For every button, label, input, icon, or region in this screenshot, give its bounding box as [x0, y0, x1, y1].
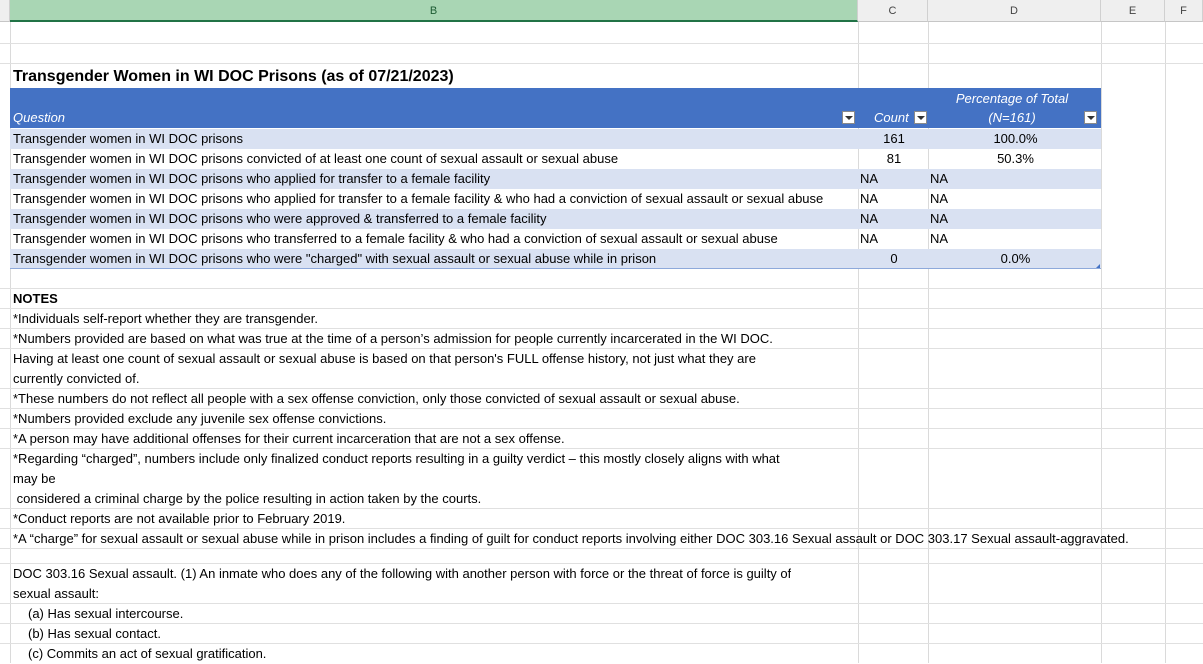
column-letter: B — [429, 5, 438, 17]
column-header-b[interactable] — [10, 0, 858, 22]
note-line[interactable]: *A person may have additional offenses for their current incarceration that are not a sex offense. — [13, 431, 565, 446]
header-percentage-n: (N=161) — [988, 110, 1036, 125]
column-header-f[interactable] — [1165, 0, 1203, 22]
table-bottom-border — [10, 268, 1101, 269]
doc-item[interactable]: (a) Has sexual intercourse. — [28, 606, 184, 621]
row-count[interactable]: 81 — [886, 151, 902, 166]
header-percentage: Percentage of Total — [955, 91, 1069, 106]
column-header-d[interactable] — [928, 0, 1101, 22]
note-line[interactable]: *A “charge” for sexual assault or sexual abuse while in prison includes a finding of guilt for conduct reports involving either DOC 303.16 Sexual assault or DOC 303.17 Sexual assault-aggravated. — [13, 531, 1129, 546]
row-question[interactable]: Transgender women in WI DOC prisons who were approved & transferred to a female facility — [13, 211, 547, 226]
column-header-c[interactable] — [858, 0, 928, 22]
note-line[interactable]: *Individuals self-report whether they are transgender. — [13, 311, 318, 326]
table-row — [10, 169, 1101, 189]
column-letter: C — [888, 5, 897, 17]
column-letter: E — [1128, 5, 1137, 17]
doc-item[interactable]: (b) Has sexual contact. — [28, 626, 161, 641]
row-count[interactable]: 161 — [883, 131, 905, 146]
table-row — [10, 129, 1101, 149]
doc-line[interactable]: DOC 303.16 Sexual assault. (1) An inmate who does any of the following with another person with force or the threat of force is guilty of — [13, 566, 792, 581]
row-question[interactable]: Transgender women in WI DOC prisons who transferred to a female facility & who had a conviction of sexual assault or sexual abuse — [13, 231, 778, 246]
doc-line[interactable]: sexual assault: — [13, 586, 99, 601]
column-letter: D — [1010, 5, 1018, 17]
table-row — [10, 209, 1101, 229]
column-letter: F — [1180, 5, 1187, 17]
row-question[interactable]: Transgender women in WI DOC prisons who applied for transfer to a female facility & who had a conviction of sexual assault or sexual abuse — [13, 191, 824, 206]
row-question[interactable]: Transgender women in WI DOC prisons who applied for transfer to a female facility — [13, 171, 491, 186]
row-percentage[interactable]: NA — [930, 191, 949, 206]
note-line[interactable]: *Numbers provided exclude any juvenile sex offense convictions. — [13, 411, 387, 426]
header-question: Question — [13, 110, 66, 125]
row-count[interactable]: NA — [860, 231, 879, 246]
row-percentage[interactable]: NA — [930, 231, 949, 246]
note-line[interactable]: *Regarding “charged”, numbers include only finalized conduct reports resulting in a guilty verdict – this mostly closely aligns with what — [13, 451, 780, 466]
filter-dropdown-icon[interactable] — [1084, 111, 1097, 124]
table-row — [10, 229, 1101, 249]
row-question[interactable]: Transgender women in WI DOC prisons who were "charged" with sexual assault or sexual abuse while in prison — [13, 251, 657, 266]
row-percentage[interactable]: 100.0% — [993, 131, 1038, 146]
filter-dropdown-icon[interactable] — [842, 111, 855, 124]
note-line[interactable]: considered a criminal charge by the police resulting in action taken by the courts. — [13, 491, 482, 506]
note-line[interactable]: *Numbers provided are based on what was true at the time of a person’s admission for people currently incarcerated in the WI DOC. — [13, 331, 773, 346]
doc-item[interactable]: (c) Commits an act of sexual gratification. — [28, 646, 267, 661]
note-line[interactable]: *Conduct reports are not available prior to February 2019. — [13, 511, 346, 526]
table-row — [10, 189, 1101, 209]
filter-dropdown-icon[interactable] — [914, 111, 927, 124]
note-line[interactable]: Having at least one count of sexual assault or sexual abuse is based on that person's FULL offense history, not just what they are — [13, 351, 756, 366]
note-line[interactable]: *These numbers do not reflect all people with a sex offense conviction, only those convicted of sexual assault or sexual abuse. — [13, 391, 740, 406]
sheet-title[interactable]: Transgender Women in WI DOC Prisons (as of 07/21/2023) — [11, 66, 851, 88]
row-question[interactable]: Transgender women in WI DOC prisons convicted of at least one count of sexual assault or sexual abuse — [13, 151, 619, 166]
row-count[interactable]: 0 — [890, 251, 898, 266]
column-header-e[interactable] — [1101, 0, 1165, 22]
table-row — [10, 249, 1101, 269]
table-resize-handle[interactable] — [1096, 264, 1100, 268]
row-count[interactable]: NA — [860, 191, 879, 206]
row-percentage[interactable]: NA — [930, 171, 949, 186]
note-line[interactable]: may be — [13, 471, 56, 486]
row-question[interactable]: Transgender women in WI DOC prisons — [13, 131, 243, 146]
row-count[interactable]: NA — [860, 171, 879, 186]
select-all-corner[interactable] — [0, 0, 10, 22]
row-count[interactable]: NA — [860, 211, 879, 226]
note-line[interactable]: currently convicted of. — [13, 371, 140, 386]
row-percentage[interactable]: 0.0% — [1000, 251, 1031, 266]
row-percentage[interactable]: 50.3% — [997, 151, 1034, 166]
header-count: Count — [874, 110, 909, 125]
table-header — [10, 88, 1101, 128]
table-row — [10, 149, 1101, 169]
row-percentage[interactable]: NA — [930, 211, 949, 226]
notes-heading[interactable]: NOTES — [13, 291, 58, 306]
